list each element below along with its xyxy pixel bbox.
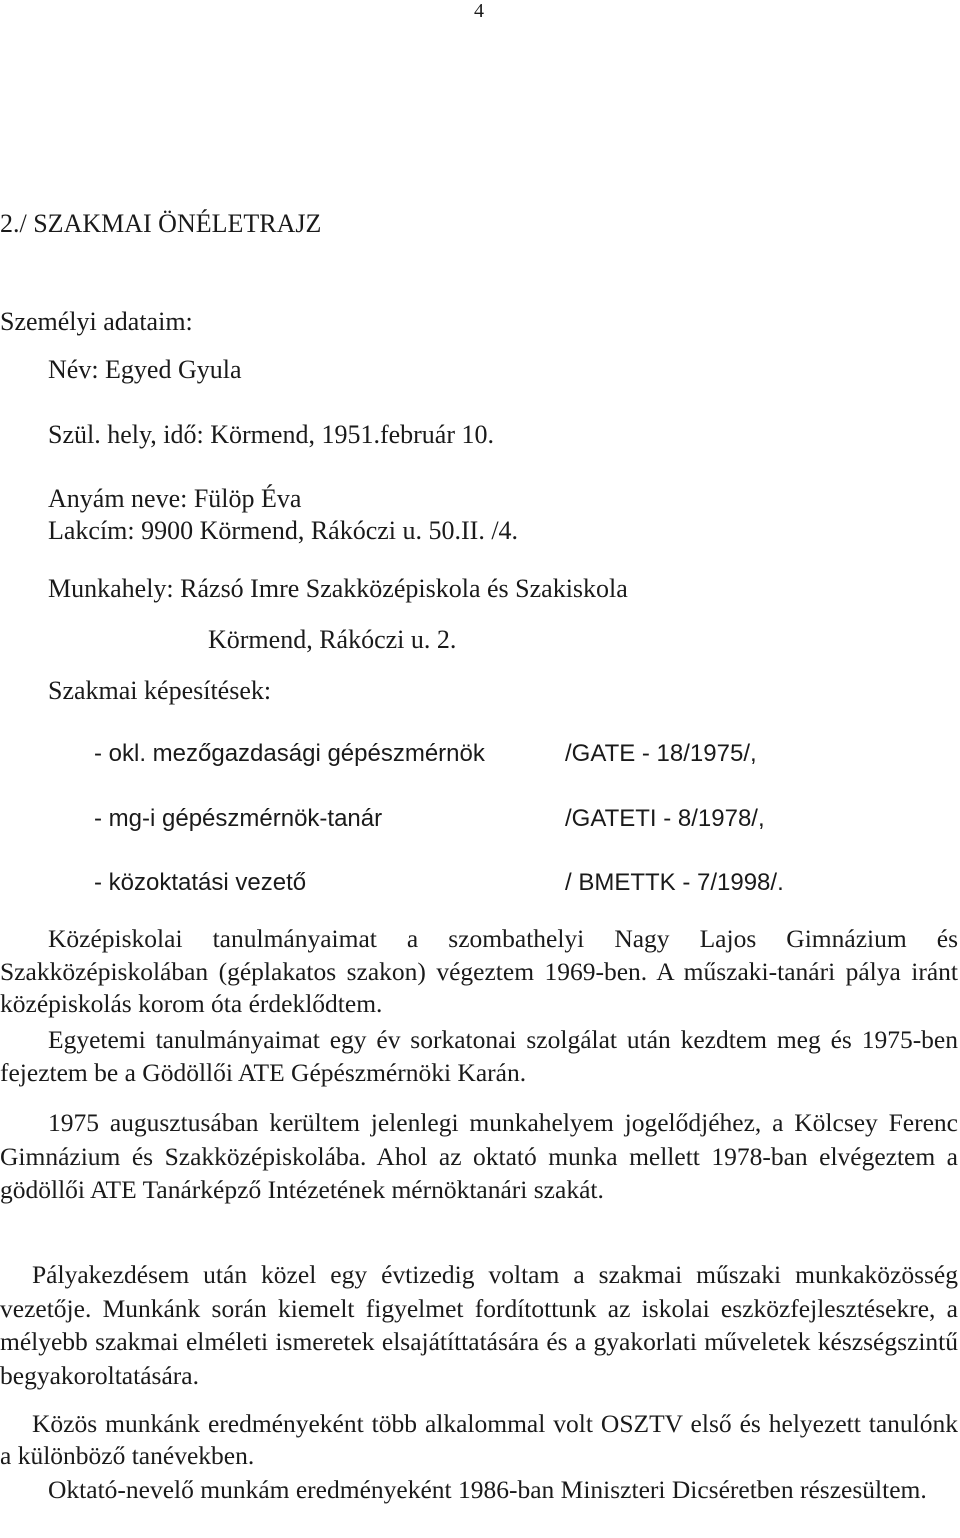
section-title: 2./ SZAKMAI ÖNÉLETRAJZ: [0, 209, 322, 238]
paragraph-text: Pályakezdésem után közel egy évtizedig voltam a szakmai műszaki munkaközösség vezetője. Munkánk során kiemelt figyelmet fordítottunk az iskolai eszközfejlesztésekre, a mélyebb szakmai elméleti ismeretek elsajátíttatására és a gyakorlati műveletek készségszintű begyakoroltatására.: [0, 1260, 958, 1390]
paragraph-text: Oktató-nevelő munkám eredményeként 1986-ban Miniszteri Dicséretben részesültem.: [48, 1475, 927, 1504]
paragraph-career: [0, 1258, 958, 1392]
qualifications-heading: Szakmai képesítések:: [48, 676, 272, 705]
qualification-title: - okl. mezőgazdasági gépészmérnök: [94, 740, 485, 767]
paragraph-education: [0, 923, 958, 1021]
birth-line: Szül. hely, idő: Körmend, 1951.február 10.: [48, 420, 494, 449]
workplace-address-line: Körmend, Rákóczi u. 2.: [208, 625, 457, 654]
paragraph-university: [0, 1023, 958, 1089]
paragraph-award: [0, 1474, 958, 1506]
paragraph-text: 1975 augusztusában kerültem jelenlegi munkahelyem jogelődjéhez, a Kölcsey Ferenc Gimnázium és Szakközépiskolába. Ahol az oktató munka mellett 1978-ban elvégeztem a gödöllői ATE Tanárképző Intézetének mérnöktanári szakát.: [0, 1108, 958, 1204]
paragraph-text: Egyetemi tanulmányaimat egy év sorkatonai szolgálat után kezdtem meg és 1975-ben fejeztem be a Gödöllői ATE Gépészmérnöki Karán.: [0, 1025, 958, 1087]
name-line: Név: Egyed Gyula: [48, 355, 242, 384]
mother-line: Anyám neve: Fülöp Éva: [48, 484, 302, 513]
paragraph-results: [0, 1408, 958, 1472]
qualification-title: - közoktatási vezető: [94, 869, 307, 896]
paragraph-text: Közös munkánk eredményeként több alkalommal volt OSZTV első és helyezett tanulónk a különböző tanévekben.: [0, 1409, 958, 1470]
qualification-ref: / BMETTK - 7/1998/.: [565, 869, 784, 896]
page-number: 4: [474, 0, 484, 22]
workplace-line: Munkahely: Rázsó Imre Szakközépiskola és Szakiskola: [48, 574, 628, 603]
qualification-ref: /GATE - 18/1975/,: [565, 740, 757, 767]
paragraph-text: Középiskolai tanulmányaimat a szombathelyi Nagy Lajos Gimnázium és Szakközépiskolában (géplakatos szakon) végeztem 1969-ben. A műszaki-tanári pálya iránt középiskolás korom óta érdeklődtem.: [0, 924, 958, 1018]
qualification-title: - mg-i gépészmérnök-tanár: [94, 805, 383, 832]
personal-heading: Személyi adataim:: [0, 307, 193, 336]
address-line: Lakcím: 9900 Körmend, Rákóczi u. 50.II. /4.: [48, 516, 519, 545]
paragraph-workplace: [0, 1106, 958, 1207]
qualification-ref: /GATETI - 8/1978/,: [565, 805, 765, 832]
